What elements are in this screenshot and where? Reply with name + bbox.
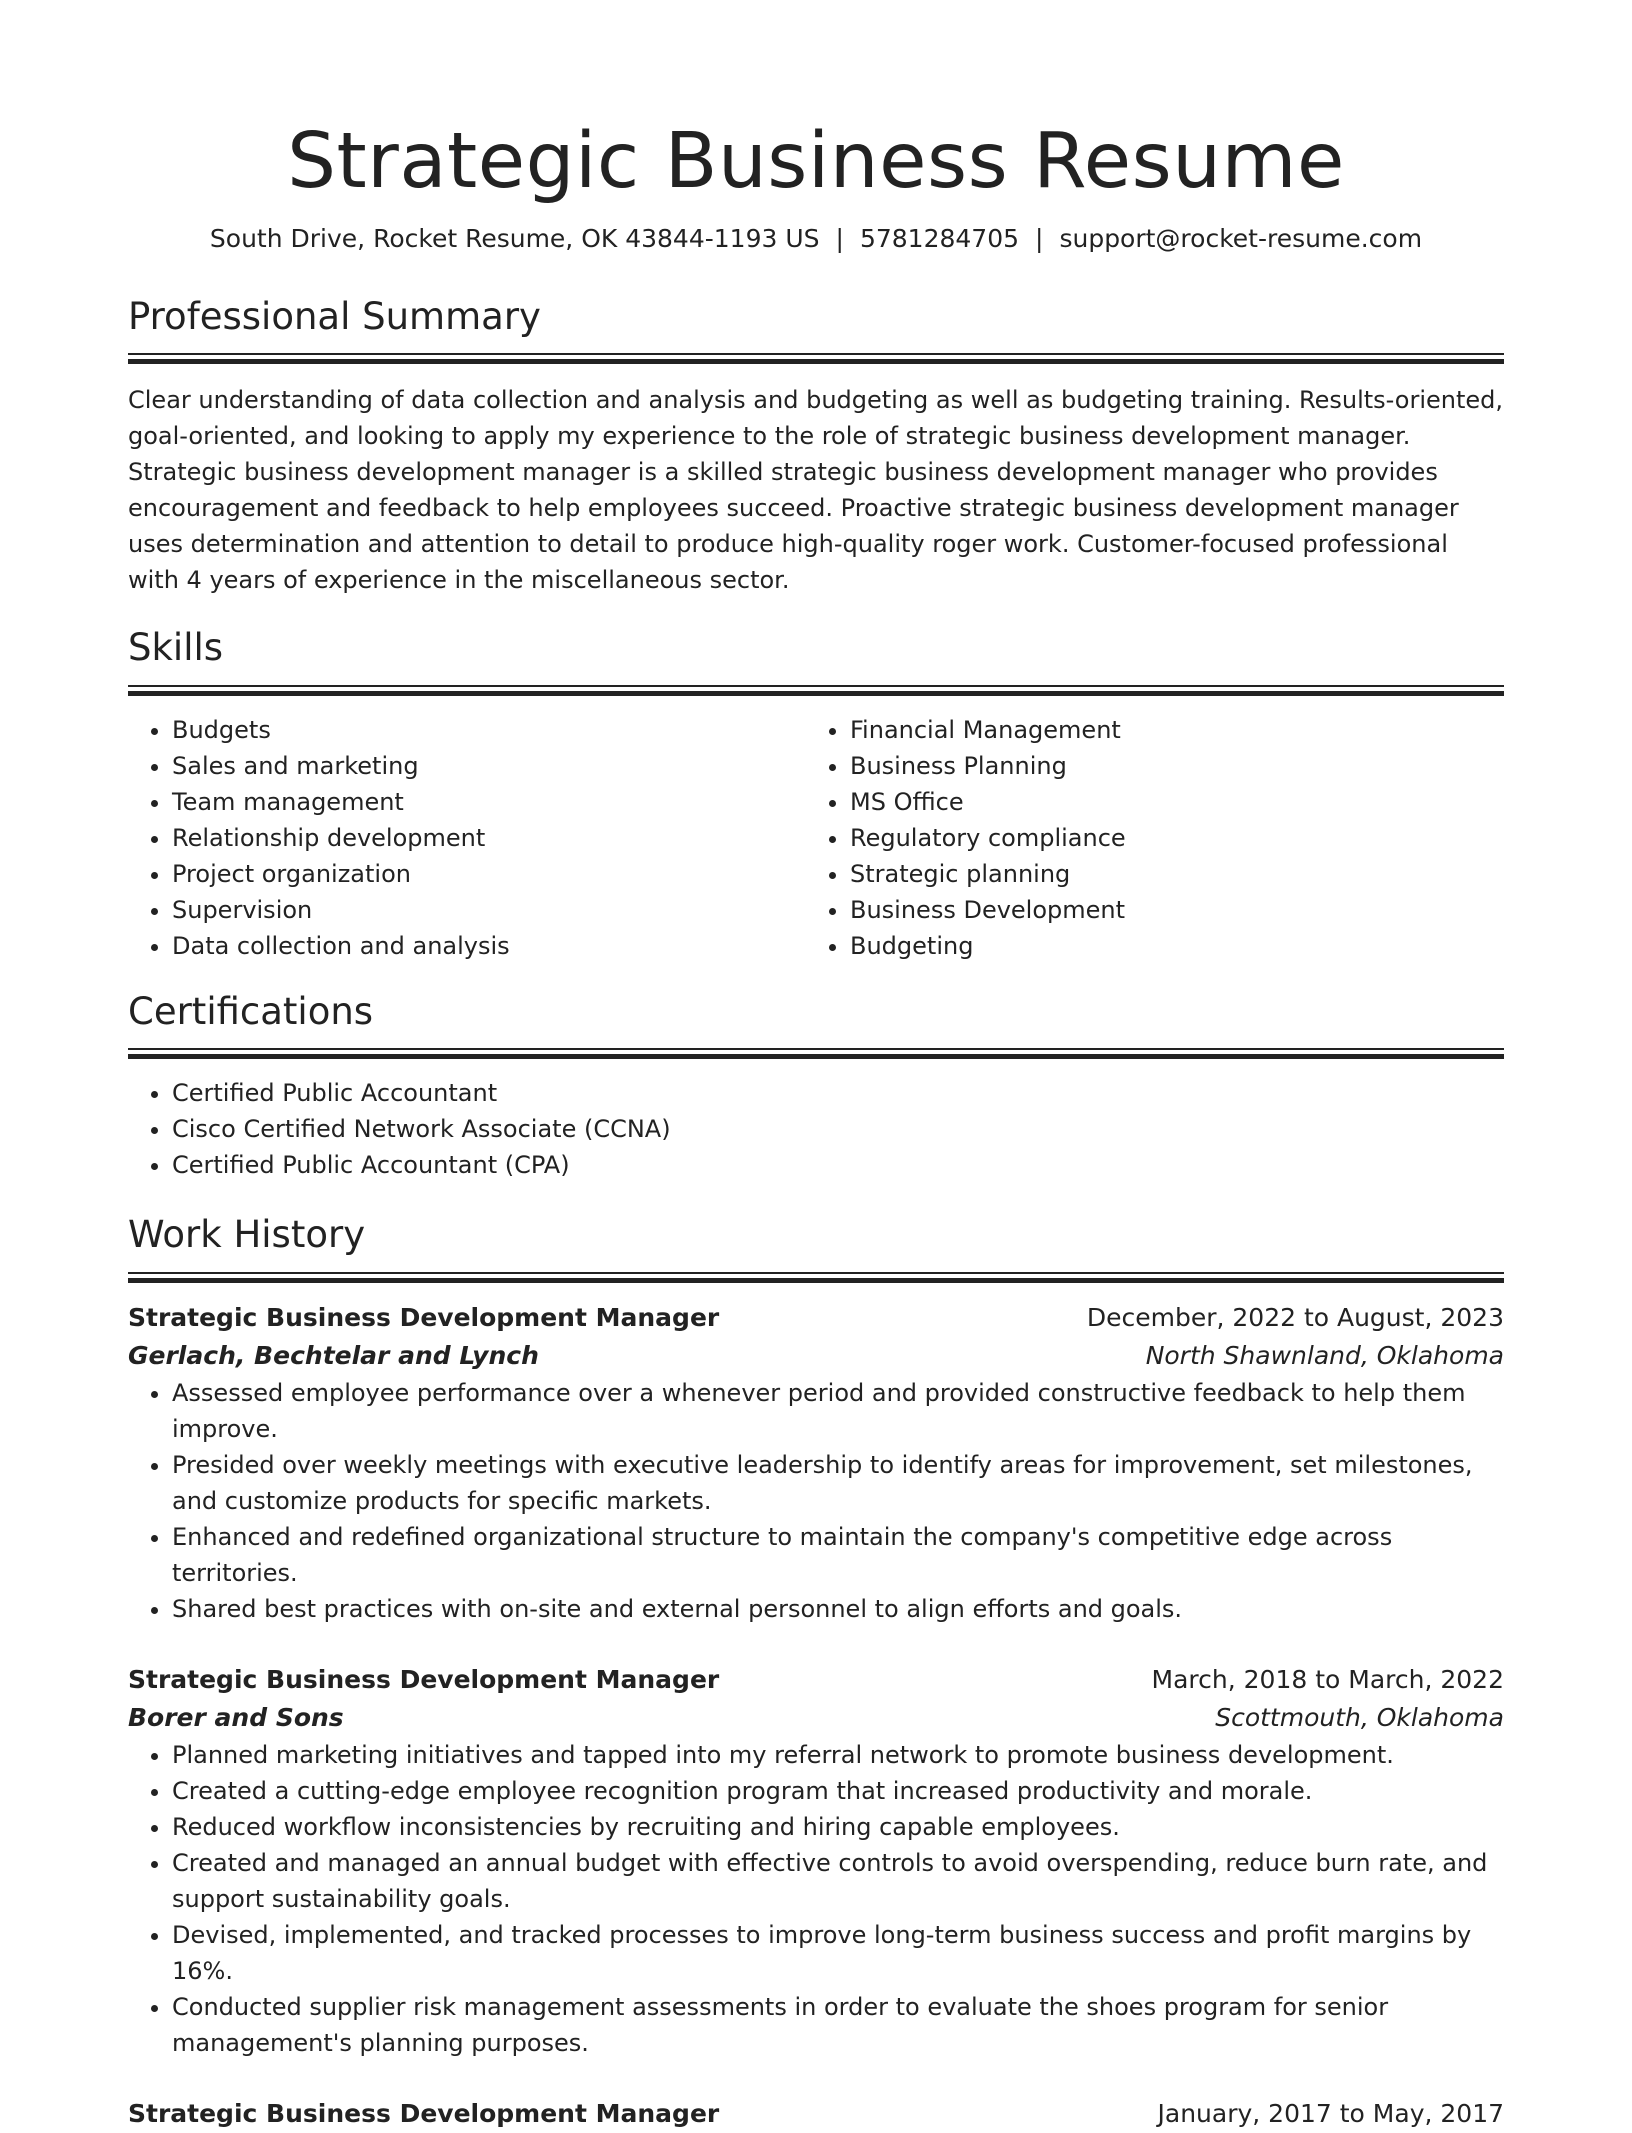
job-subheader <box>128 1337 1504 1375</box>
skill-item: • Budgeting <box>850 928 1484 964</box>
job-entry <box>128 2095 1504 2133</box>
job-bullet: • Assessed employee performance over a whenever period and provided constructive feedback to help them improve. <box>172 1375 1504 1447</box>
job-dates: January, 2017 to May, 2017 <box>1157 2098 1504 2128</box>
job-title: Strategic Business Development Manager <box>128 1664 720 1694</box>
job-bullet: • Created a cutting-edge employee recognition program that increased productivity and morale. <box>172 1773 1504 1809</box>
job-bullet: • Presided over weekly meetings with executive leadership to identify areas for improvement, set milestones, and customize products for specific markets. <box>172 1447 1504 1519</box>
job-title: Strategic Business Development Manager <box>128 2098 720 2128</box>
skill-item: • Data collection and analysis <box>172 928 806 964</box>
contact-separator: | <box>835 223 844 253</box>
skill-item: • Sales and marketing <box>172 748 806 784</box>
skills-column-right <box>806 712 1484 964</box>
certifications-list <box>128 1075 1504 1183</box>
job-location: Scottmouth, Oklahoma <box>1215 1702 1504 1732</box>
skills-list-right <box>806 712 1484 964</box>
skills-list-left <box>128 712 806 964</box>
job-bullet: • Shared best practices with on-site and external personnel to align efforts and goals. <box>172 1591 1504 1627</box>
summary-text: Clear understanding of data collection and analysis and budgeting as well as budgeting training. Results-oriented, goal-oriented, and looking to apply my experience to the role of strategic business development manager. Strategic business development manager is a skilled strategic business development manager who provides encouragement and feedback to help employees succeed. Proactive strategic business development manager uses determination and attention to detail to produce high-quality roger work. Customer-focused professional with 4 years of experience in the miscellaneous sector. <box>128 386 1504 595</box>
certifications-section <box>128 990 1504 1183</box>
skills-column-left <box>128 712 806 964</box>
resume-title: Strategic Business Resume <box>287 117 1345 206</box>
skill-item: • Relationship development <box>172 820 806 856</box>
job-location: North Shawnland, Oklahoma <box>1145 1340 1504 1370</box>
certification-item: • Certified Public Accountant <box>172 1075 1504 1111</box>
job-bullet: • Enhanced and redefined organizational structure to maintain the company's competitive edge across territories. <box>172 1519 1504 1591</box>
contact-phone: 5781284705 <box>859 223 1020 253</box>
skill-item: • Financial Management <box>850 712 1484 748</box>
contact-email[interactable]: support@rocket-resume.com <box>1059 223 1423 253</box>
skills-columns <box>128 712 1504 964</box>
work-history-section <box>128 1213 1504 2132</box>
job-bullet: • Conducted supplier risk management assessments in order to evaluate the shoes program for senior management's planning purposes. <box>172 1989 1504 2061</box>
job-bullet: • Created and managed an annual budget with effective controls to avoid overspending, reduce burn rate, and support sustainability goals. <box>172 1845 1504 1917</box>
job-company: Borer and Sons <box>128 1702 344 1732</box>
job-entry <box>128 1299 1504 1627</box>
summary-section <box>128 295 1504 598</box>
skill-item: • Project organization <box>172 856 806 892</box>
job-bullet: • Reduced workflow inconsistencies by recruiting and hiring capable employees. <box>172 1809 1504 1845</box>
job-header <box>128 1299 1504 1337</box>
section-divider <box>128 353 1504 364</box>
skill-item: • Business Planning <box>850 748 1484 784</box>
certification-item: • Certified Public Accountant (CPA) <box>172 1147 1504 1183</box>
skill-item: • Regulatory compliance <box>850 820 1484 856</box>
section-divider <box>128 1048 1504 1059</box>
job-bullet: • Planned marketing initiatives and tapped into my referral network to promote business development. <box>172 1737 1504 1773</box>
job-header <box>128 1661 1504 1699</box>
certification-item: • Cisco Certified Network Associate (CCNA) <box>172 1111 1504 1147</box>
job-company: Gerlach, Bechtelar and Lynch <box>128 1340 539 1370</box>
skills-section <box>128 626 1504 963</box>
contact-separator: | <box>1035 223 1044 253</box>
skill-item: • Team management <box>172 784 806 820</box>
job-bullet: • Devised, implemented, and tracked processes to improve long-term business success and profit margins by 16%. <box>172 1917 1504 1989</box>
job-entry <box>128 1661 1504 2061</box>
job-header <box>128 2095 1504 2133</box>
job-dates: December, 2022 to August, 2023 <box>1086 1302 1504 1332</box>
skill-item: • Business Development <box>850 892 1484 928</box>
job-title: Strategic Business Development Manager <box>128 1302 720 1332</box>
skill-item: • Supervision <box>172 892 806 928</box>
section-divider <box>128 1272 1504 1283</box>
skill-item: • Budgets <box>172 712 806 748</box>
resume-page <box>128 0 1504 2133</box>
skill-item: • MS Office <box>850 784 1484 820</box>
section-title-certifications: Certifications <box>128 989 374 1033</box>
contact-line <box>128 223 1504 256</box>
job-subheader <box>128 1699 1504 1737</box>
job-dates: March, 2018 to March, 2022 <box>1151 1664 1504 1694</box>
section-divider <box>128 685 1504 696</box>
section-title-work-history: Work History <box>128 1213 366 1257</box>
section-title-skills: Skills <box>128 626 224 670</box>
job-bullets <box>128 1375 1504 1627</box>
section-title-summary: Professional Summary <box>128 295 541 339</box>
contact-address: South Drive, Rocket Resume, OK 43844-1193 US <box>209 223 820 253</box>
job-bullets <box>128 1737 1504 2061</box>
skill-item: • Strategic planning <box>850 856 1484 892</box>
